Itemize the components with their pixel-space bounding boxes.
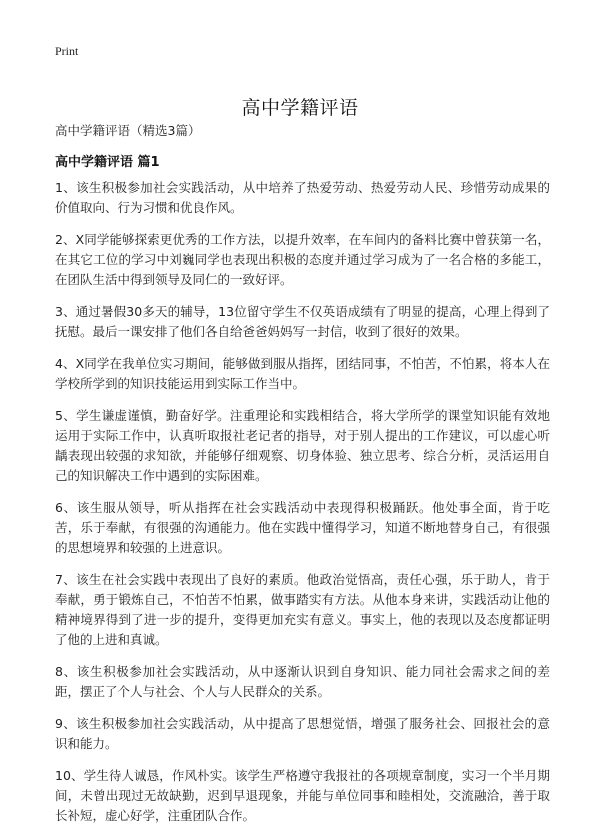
article-body: [55, 178, 550, 838]
document-subtitle: 高中学籍评语（精选3篇）: [55, 123, 201, 138]
paragraph-5: 5、学生谦虚谨慎，勤奋好学。注重理论和实践相结合，将大学所学的课堂知识能有效地运用于实际工作中，认真听取报社老记者的指导，对于别人提出的工作建议，可以虚心听龋表现出较强的求知欲，并能够仔细观察、切身体验、独立思考、综合分析，灵活运用自己的知识解决工作中遇到的实际困难。: [55, 408, 550, 483]
print-link[interactable]: Print: [55, 44, 79, 58]
paragraph-4: 4、X同学在我单位实习期间，能够做到服从指挥，团结同事，不怕苦，不怕累，将本人在学校所学到的知识技能运用到实际工作当中。: [55, 356, 550, 391]
paragraph-9: 9、该生积极参加社会实践活动，从中提高了思想觉悟，增强了服务社会、回报社会的意识和能力。: [55, 716, 550, 751]
paragraph-3: 3、通过暑假30多天的辅导，13位留守学生不仅英语成绩有了明显的提高，心理上得到了抚慰。最后一课安排了他们各自给爸爸妈妈写一封信，收到了很好的效果。: [55, 304, 550, 339]
section-heading: 高中学籍评语 篇1: [55, 155, 160, 170]
paragraph-8: 8、该生积极参加社会实践活动，从中逐渐认识到自身知识、能力同社会需求之间的差距，摆正了个人与社会、个人与人民群众的关系。: [55, 664, 550, 699]
paragraph-2: 2、X同学能够探索更优秀的工作方法，以提升效率，在车间内的备料比赛中曾获第一名，在其它工位的学习中刘巍同学也表现出积极的态度并通过学习成为了一名合格的多能工，在团队生活中得到领导及同仁的一致好评。: [55, 232, 550, 287]
page-title: 高中学籍评语: [241, 96, 359, 119]
paragraph-1: 1、该生积极参加社会实践活动，从中培养了热爱劳动、热爱劳动人民、珍惜劳动成果的价值取向、行为习惯和优良作风。: [55, 180, 550, 215]
paragraph-6: 6、该生服从领导，听从指挥在社会实践活动中表现得积极踊跃。他处事全面，肯于吃苦，乐于奉献，有很强的沟通能力。他在实践中懂得学习，知道不断地替身自己，有很强的思想境界和较强的上进意识。: [55, 500, 550, 555]
paragraph-7: 7、该生在社会实践中表现出了良好的素质。他政治觉悟高，责任心强，乐于助人，肯于奉献，勇于锻炼自己，不怕苦不怕累，做事踏实有方法。从他本身来讲，实践活动让他的精神境界得到了进一步的提升，变得更加充实有意义。事实上，他的表现以及态度都证明了他的上进和真诚。: [55, 572, 550, 647]
paragraph-10: 10、学生待人诚恳，作风朴实。该学生严格遵守我报社的各项规章制度，实习一个半月期间，未曾出现过无故缺勤，迟到早退现象，并能与单位同事和睦相处，交流融洽，善于取长补短，虚心好学，注重团队合作。: [55, 768, 550, 823]
